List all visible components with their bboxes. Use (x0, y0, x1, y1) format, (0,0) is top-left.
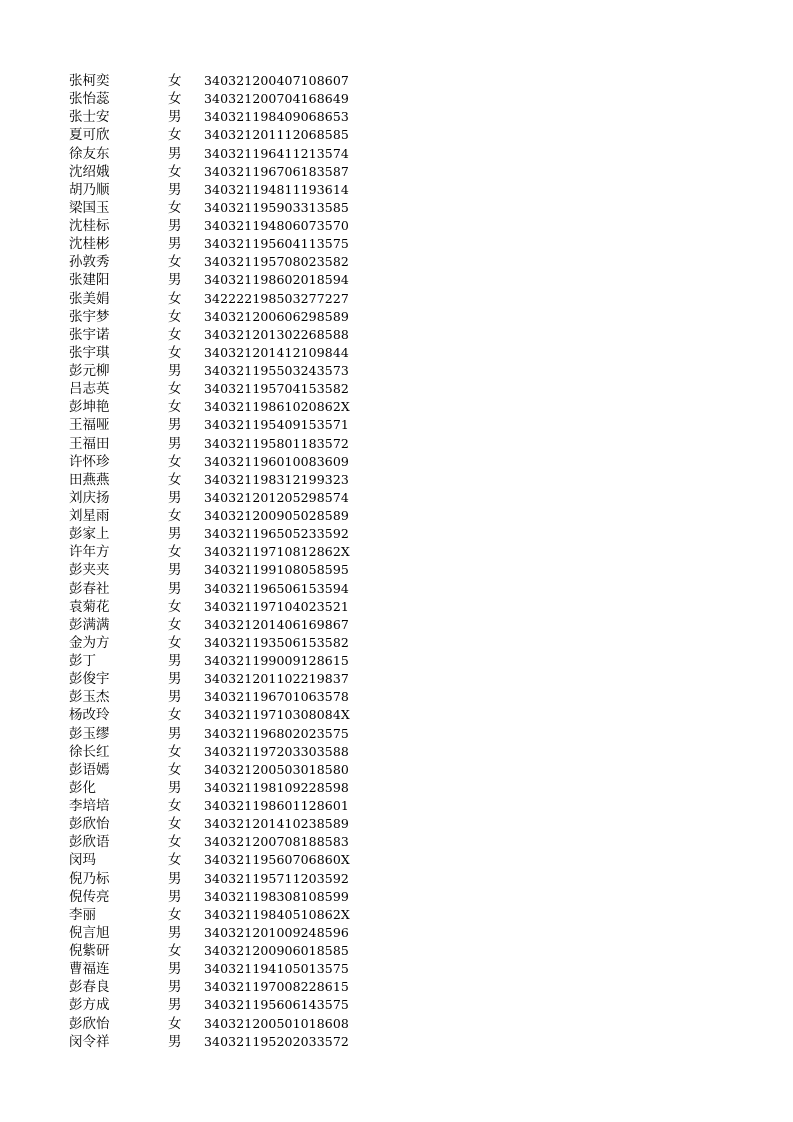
table-row (0, 851, 793, 869)
name-cell: 曹福连 (69, 961, 110, 978)
table-row (0, 72, 793, 90)
id-number-cell: 340321195704153582 (204, 381, 349, 397)
table-row (0, 634, 793, 652)
table-row (0, 706, 793, 724)
roster-sheet (0, 72, 793, 1051)
name-cell: 彭玉缪 (69, 725, 110, 742)
sex-cell: 男 (168, 1033, 182, 1050)
name-cell: 彭坤艳 (69, 399, 110, 416)
sex-cell: 女 (168, 761, 182, 778)
id-number-cell: 340321195801183572 (204, 435, 349, 451)
table-row (0, 199, 793, 217)
id-number-cell: 340321201410238589 (204, 816, 349, 832)
id-number-cell: 340321198308108599 (204, 888, 349, 904)
name-cell: 彭欣怡 (69, 1015, 110, 1032)
table-row (0, 580, 793, 598)
name-cell: 张怡蕊 (69, 91, 110, 108)
table-row (0, 453, 793, 471)
sex-cell: 女 (168, 254, 182, 271)
table-row (0, 688, 793, 706)
sex-cell: 男 (168, 526, 182, 543)
table-row (0, 525, 793, 543)
name-cell: 张士安 (69, 109, 110, 126)
id-number-cell: 340321195606143575 (204, 997, 349, 1013)
id-number-cell: 340321198601128601 (204, 798, 349, 813)
sex-cell: 男 (168, 181, 182, 198)
table-row (0, 779, 793, 797)
sex-cell: 男 (168, 236, 182, 253)
sex-cell: 女 (168, 816, 182, 833)
id-number-cell: 340321198602018594 (204, 272, 349, 288)
id-number-cell: 34032119861020862X (204, 399, 350, 415)
id-number-cell: 340321200501018608 (204, 1015, 349, 1031)
name-cell: 彭春良 (69, 979, 110, 996)
id-number-cell: 340321195202033572 (204, 1033, 349, 1049)
table-row (0, 145, 793, 163)
id-number-cell: 340321201102219837 (204, 671, 349, 687)
table-row (0, 833, 793, 851)
name-cell: 彭方成 (69, 997, 110, 1014)
name-cell: 孙敦秀 (69, 254, 110, 271)
sex-cell: 男 (168, 562, 182, 579)
id-number-cell: 340321196506153594 (204, 580, 349, 596)
id-number-cell: 340321199009128615 (204, 653, 349, 668)
id-number-cell: 340321198312199323 (204, 471, 349, 487)
sex-cell: 男 (168, 109, 182, 126)
name-cell: 彭俊宇 (69, 671, 110, 688)
sex-cell: 女 (168, 834, 182, 851)
name-cell: 彭玉杰 (69, 689, 110, 706)
sex-cell: 女 (168, 73, 182, 89)
table-row (0, 308, 793, 326)
table-row (0, 815, 793, 833)
id-number-cell: 340321200503018580 (204, 761, 349, 777)
sex-cell: 男 (168, 272, 182, 289)
id-number-cell: 340321200708188583 (204, 834, 349, 850)
id-number-cell: 340321195903313585 (204, 199, 349, 215)
id-number-cell: 340321196802023575 (204, 725, 349, 741)
id-number-cell: 340321200704168649 (204, 91, 349, 107)
sex-cell: 女 (168, 508, 182, 524)
id-number-cell: 340321196505233592 (204, 526, 349, 542)
id-number-cell: 340321194105013575 (204, 961, 349, 977)
id-number-cell: 340321200905028589 (204, 508, 349, 523)
table-row (0, 942, 793, 960)
sex-cell: 女 (168, 399, 182, 416)
id-number-cell: 34032119710812862X (204, 544, 350, 560)
table-row (0, 326, 793, 344)
sex-cell: 女 (168, 326, 182, 343)
name-cell: 袁菊花 (69, 598, 110, 615)
name-cell: 倪乃标 (69, 870, 110, 887)
id-number-cell: 340321197203303588 (204, 743, 349, 759)
name-cell: 沈桂彬 (69, 236, 110, 253)
table-row (0, 1033, 793, 1051)
name-cell: 彭欣语 (69, 834, 110, 851)
sex-cell: 男 (168, 653, 182, 669)
table-row (0, 507, 793, 525)
sex-cell: 男 (168, 417, 182, 434)
table-row (0, 797, 793, 815)
sex-cell: 女 (168, 798, 182, 814)
name-cell: 沈桂标 (69, 218, 110, 234)
name-cell: 刘庆扬 (69, 489, 110, 506)
id-number-cell: 340321194806073570 (204, 218, 349, 233)
table-row (0, 543, 793, 561)
name-cell: 倪紫研 (69, 943, 110, 959)
id-number-cell: 340321195708023582 (204, 254, 349, 270)
id-number-cell: 340321198409068653 (204, 109, 349, 125)
name-cell: 倪言旭 (69, 924, 110, 941)
id-number-cell: 340321195604113575 (204, 236, 349, 252)
sex-cell: 女 (168, 453, 182, 470)
table-row (0, 163, 793, 181)
name-cell: 夏可欣 (69, 127, 110, 144)
table-row (0, 90, 793, 108)
name-cell: 王福田 (69, 435, 110, 452)
table-row (0, 1015, 793, 1033)
name-cell: 王福哑 (69, 417, 110, 434)
sex-cell: 女 (168, 544, 182, 561)
name-cell: 彭丁 (69, 653, 96, 669)
sex-cell: 女 (168, 91, 182, 108)
sex-cell: 男 (168, 725, 182, 742)
table-row (0, 561, 793, 579)
name-cell: 许怀珍 (69, 453, 110, 470)
name-cell: 徐友东 (69, 145, 110, 162)
id-number-cell: 340321193506153582 (204, 634, 349, 650)
sex-cell: 女 (168, 906, 182, 923)
sex-cell: 男 (168, 671, 182, 688)
table-row (0, 906, 793, 924)
sex-cell: 女 (168, 308, 182, 325)
table-row (0, 924, 793, 942)
name-cell: 闵令祥 (69, 1033, 110, 1050)
table-row (0, 290, 793, 308)
name-cell: 彭语嫣 (69, 761, 110, 778)
table-row (0, 652, 793, 670)
id-number-cell: 340321196411213574 (204, 145, 349, 161)
sex-cell: 男 (168, 779, 182, 796)
name-cell: 张宇诺 (69, 326, 110, 343)
id-number-cell: 340321201302268588 (204, 326, 349, 342)
name-cell: 金为方 (69, 634, 110, 651)
sex-cell: 男 (168, 888, 182, 905)
table-row (0, 761, 793, 779)
name-cell: 沈绍娥 (69, 163, 110, 180)
name-cell: 闵玛 (69, 852, 96, 869)
name-cell: 张宇琪 (69, 344, 110, 361)
id-number-cell: 340321195503243573 (204, 363, 349, 378)
sex-cell: 男 (168, 689, 182, 706)
table-row (0, 416, 793, 434)
sex-cell: 女 (168, 381, 182, 398)
table-row (0, 235, 793, 253)
sex-cell: 男 (168, 924, 182, 941)
name-cell: 田燕燕 (69, 471, 110, 488)
id-number-cell: 340321197008228615 (204, 979, 349, 995)
name-cell: 彭化 (69, 779, 96, 796)
sex-cell: 男 (168, 961, 182, 978)
table-row (0, 108, 793, 126)
id-number-cell: 340321201112068585 (204, 127, 349, 143)
id-number-cell: 342222198503277227 (204, 290, 349, 306)
name-cell: 彭元柳 (69, 363, 110, 379)
sex-cell: 男 (168, 997, 182, 1014)
id-number-cell: 340321195409153571 (204, 417, 349, 433)
table-row (0, 670, 793, 688)
name-cell: 吕志英 (69, 381, 110, 398)
id-number-cell: 340321200906018585 (204, 943, 349, 958)
id-number-cell: 340321198109228598 (204, 779, 349, 795)
name-cell: 许年方 (69, 544, 110, 561)
table-row (0, 743, 793, 761)
sex-cell: 男 (168, 363, 182, 379)
id-number-cell: 340321201406169867 (204, 616, 349, 632)
id-number-cell: 340321200606298589 (204, 308, 349, 324)
table-row (0, 380, 793, 398)
sex-cell: 男 (168, 870, 182, 887)
sex-cell: 男 (168, 435, 182, 452)
sex-cell: 女 (168, 127, 182, 144)
table-row (0, 362, 793, 380)
name-cell: 彭夹夹 (69, 562, 110, 579)
id-number-cell: 340321201009248596 (204, 924, 349, 940)
id-number-cell: 340321201205298574 (204, 489, 349, 505)
table-row (0, 996, 793, 1014)
sex-cell: 男 (168, 580, 182, 597)
table-row (0, 960, 793, 978)
name-cell: 彭家上 (69, 526, 110, 543)
sex-cell: 女 (168, 852, 182, 869)
sex-cell: 女 (168, 344, 182, 361)
name-cell: 彭满满 (69, 616, 110, 633)
name-cell: 李培培 (69, 798, 110, 814)
sex-cell: 女 (168, 743, 182, 760)
table-row (0, 725, 793, 743)
sex-cell: 女 (168, 943, 182, 959)
name-cell: 张宇梦 (69, 308, 110, 325)
id-number-cell: 340321196010083609 (204, 453, 349, 469)
sex-cell: 女 (168, 290, 182, 307)
name-cell: 张建阳 (69, 272, 110, 289)
table-row (0, 870, 793, 888)
id-number-cell: 340321194811193614 (204, 181, 349, 197)
sex-cell: 男 (168, 489, 182, 506)
id-number-cell: 340321200407108607 (204, 73, 349, 88)
sex-cell: 女 (168, 598, 182, 615)
id-number-cell: 34032119840510862X (204, 906, 350, 922)
table-row (0, 471, 793, 489)
table-row (0, 616, 793, 634)
table-row (0, 271, 793, 289)
table-row (0, 253, 793, 271)
sex-cell: 女 (168, 471, 182, 488)
id-number-cell: 34032119560706860X (204, 852, 350, 868)
name-cell: 刘星雨 (69, 508, 110, 524)
name-cell: 徐长红 (69, 743, 110, 760)
table-row (0, 888, 793, 906)
sex-cell: 男 (168, 218, 182, 234)
sex-cell: 女 (168, 199, 182, 216)
name-cell: 张柯奕 (69, 73, 110, 89)
name-cell: 李丽 (69, 906, 96, 923)
name-cell: 彭欣怡 (69, 816, 110, 833)
table-row (0, 598, 793, 616)
id-number-cell: 34032119710308084X (204, 707, 350, 723)
name-cell: 梁国玉 (69, 199, 110, 216)
sex-cell: 女 (168, 1015, 182, 1032)
table-row (0, 489, 793, 507)
table-row (0, 126, 793, 144)
table-row (0, 978, 793, 996)
name-cell: 杨改玲 (69, 707, 110, 724)
name-cell: 张美娟 (69, 290, 110, 307)
id-number-cell: 340321195711203592 (204, 870, 349, 886)
sex-cell: 男 (168, 979, 182, 996)
table-row (0, 435, 793, 453)
table-row (0, 344, 793, 362)
id-number-cell: 340321199108058595 (204, 562, 349, 578)
roster-table (0, 72, 793, 1051)
name-cell: 倪传亮 (69, 888, 110, 905)
id-number-cell: 340321196706183587 (204, 163, 349, 179)
sex-cell: 男 (168, 145, 182, 162)
table-row (0, 217, 793, 235)
sex-cell: 女 (168, 616, 182, 633)
name-cell: 胡乃顺 (69, 181, 110, 198)
id-number-cell: 340321197104023521 (204, 598, 349, 614)
name-cell: 彭春社 (69, 580, 110, 597)
table-row (0, 181, 793, 199)
id-number-cell: 340321196701063578 (204, 689, 349, 705)
table-row (0, 398, 793, 416)
sex-cell: 女 (168, 163, 182, 180)
id-number-cell: 340321201412109844 (204, 344, 349, 360)
sex-cell: 女 (168, 634, 182, 651)
sex-cell: 女 (168, 707, 182, 724)
